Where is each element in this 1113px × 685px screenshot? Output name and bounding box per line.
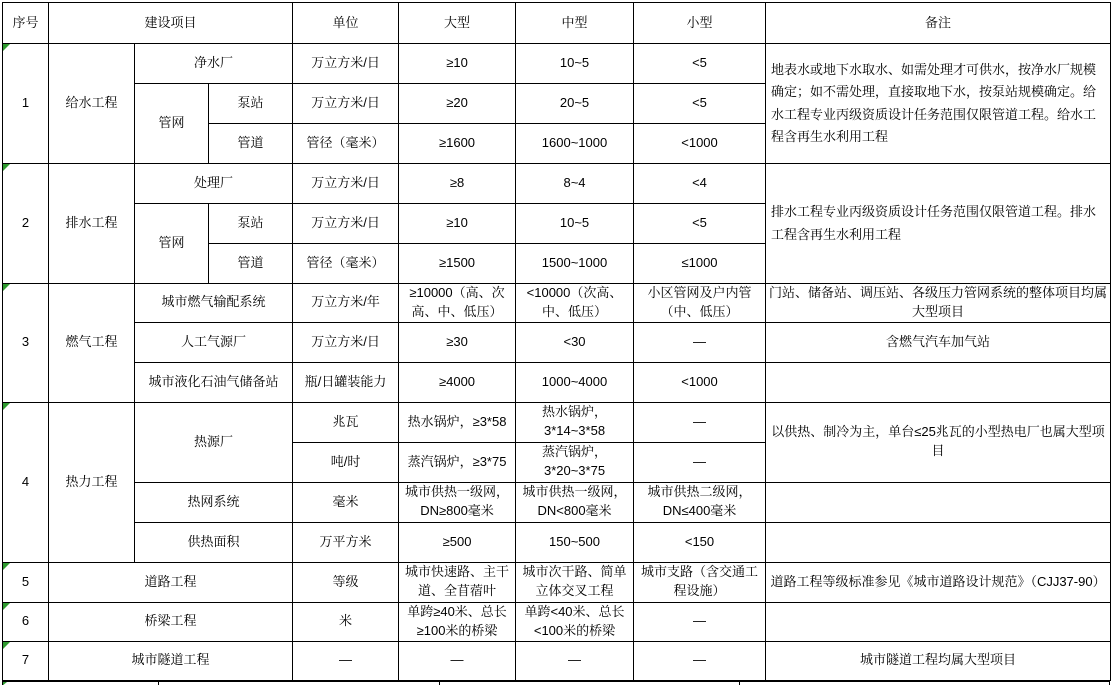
table-row [3, 44, 1111, 84]
header-project: 建设项目 [49, 3, 293, 44]
cell-no: 4 [3, 402, 49, 562]
cell-large: 单跨≥40米、总长≥100米的桥梁 [399, 602, 516, 641]
cell-small: — [634, 402, 766, 442]
header-remark: 备注 [766, 3, 1111, 44]
cell-medium: 1600~1000 [516, 124, 634, 164]
cell-small: <1000 [634, 362, 766, 402]
cell-item: 供热面积 [135, 522, 293, 562]
table-row [3, 522, 1111, 562]
cell-medium: <10000（次高、中、低压） [516, 284, 634, 323]
partial-next-row [2, 681, 1110, 685]
table-row [3, 402, 1111, 442]
cell-remark [766, 482, 1111, 522]
cell-group: 燃气工程 [49, 284, 135, 403]
cell-large: — [399, 641, 516, 680]
cell-small: 城市支路（含交通工程设施） [634, 562, 766, 602]
error-indicator-icon [3, 164, 10, 171]
cell-unit: 万立方米/日 [293, 322, 399, 362]
cell-medium: 城市次干路、简单立体交叉工程 [516, 562, 634, 602]
cell-small: 城市供热二级网，DN≤400毫米 [634, 482, 766, 522]
cell-large: 城市供热一级网，DN≥800毫米 [399, 482, 516, 522]
cell-remark: 地表水或地下水取水、如需处理才可供水，按净水厂规模确定；如不需处理，直接取地下水，按泵站规模确定。给水工程专业丙级资质设计任务范围仅限管道工程。给水工程含再生水利用工程 [766, 44, 1111, 164]
cell-large: ≥30 [399, 322, 516, 362]
cell-unit: 毫米 [293, 482, 399, 522]
header-row [3, 3, 1111, 44]
cell-large: 城市快速路、主干道、全苜蓿叶 [399, 562, 516, 602]
cell-large: ≥1500 [399, 244, 516, 284]
header-medium: 中型 [516, 3, 634, 44]
cell-small: — [634, 641, 766, 680]
cell-no: 2 [3, 164, 49, 284]
cell-medium: 10~5 [516, 44, 634, 84]
cell-unit: 万立方米/年 [293, 284, 399, 323]
cell-item: 泵站 [209, 84, 293, 124]
cell-large: ≥20 [399, 84, 516, 124]
table-row [3, 641, 1111, 680]
header-unit: 单位 [293, 3, 399, 44]
cell-remark: 以供热、制冷为主，单台≤25兆瓦的小型热电厂也属大型项目 [766, 402, 1111, 482]
cell-group: 排水工程 [49, 164, 135, 284]
cell-group: 给水工程 [49, 44, 135, 164]
cell-remark [766, 362, 1111, 402]
cell-remark: 含燃气汽车加气站 [766, 322, 1111, 362]
cell-unit: 万立方米/日 [293, 44, 399, 84]
cell-item: 人工气源厂 [135, 322, 293, 362]
cell-unit: 管径（毫米） [293, 244, 399, 284]
cell-large: ≥10000（高、次高、中、低压） [399, 284, 516, 323]
cell-group: 热力工程 [49, 402, 135, 562]
error-indicator-icon [3, 284, 10, 291]
cell-medium: 单跨<40米、总长<100米的桥梁 [516, 602, 634, 641]
cell-large: ≥8 [399, 164, 516, 204]
cell-medium: 热水锅炉，3*14~3*58 [516, 402, 634, 442]
cell-unit: 万立方米/日 [293, 84, 399, 124]
cell-medium: — [516, 641, 634, 680]
cell-medium: 1000~4000 [516, 362, 634, 402]
cell-item: 净水厂 [135, 44, 293, 84]
cell-remark: 排水工程专业丙级资质设计任务范围仅限管道工程。排水工程含再生水利用工程 [766, 164, 1111, 284]
cell-item: 城市液化石油气储备站 [135, 362, 293, 402]
cell-small: <1000 [634, 124, 766, 164]
error-indicator-icon [3, 44, 10, 51]
cell-small: <5 [634, 84, 766, 124]
cell-remark [766, 522, 1111, 562]
classification-table [2, 2, 1111, 681]
cell-unit: 瓶/日罐装能力 [293, 362, 399, 402]
cell-medium: 蒸汽锅炉，3*20~3*75 [516, 442, 634, 482]
cell-net: 管网 [135, 84, 209, 164]
cell-unit: 万立方米/日 [293, 164, 399, 204]
cell-medium: 城市供热一级网，DN<800毫米 [516, 482, 634, 522]
cell-item: 管道 [209, 244, 293, 284]
cell-small: — [634, 442, 766, 482]
cell-remark: 道路工程等级标准参见《城市道路设计规范》（CJJ37-90） [766, 562, 1111, 602]
cell-net: 管网 [135, 204, 209, 284]
header-large: 大型 [399, 3, 516, 44]
table-row [3, 322, 1111, 362]
cell-no: 3 [3, 284, 49, 403]
cell-medium: 1500~1000 [516, 244, 634, 284]
table-row [3, 602, 1111, 641]
cell-item: 热源厂 [135, 402, 293, 482]
table-row [3, 482, 1111, 522]
error-indicator-icon [3, 642, 10, 649]
cell-small: ≤1000 [634, 244, 766, 284]
cell-small: <4 [634, 164, 766, 204]
cell-unit: 管径（毫米） [293, 124, 399, 164]
cell-small: <5 [634, 44, 766, 84]
cell-large: ≥1600 [399, 124, 516, 164]
cell-unit: 万立方米/日 [293, 204, 399, 244]
cell-large: 蒸汽锅炉，≥3*75 [399, 442, 516, 482]
cell-small: 小区管网及户内管（中、低压） [634, 284, 766, 323]
cell-medium: 150~500 [516, 522, 634, 562]
cell-remark: 城市隧道工程均属大型项目 [766, 641, 1111, 680]
cell-large: ≥4000 [399, 362, 516, 402]
table-row [3, 362, 1111, 402]
cell-item: 桥梁工程 [49, 602, 293, 641]
cell-medium: 20~5 [516, 84, 634, 124]
cell-small: — [634, 602, 766, 641]
cell-unit: 兆瓦 [293, 402, 399, 442]
cell-item: 热网系统 [135, 482, 293, 522]
error-indicator-icon [3, 603, 10, 610]
cell-item: 泵站 [209, 204, 293, 244]
cell-item: 城市燃气输配系统 [135, 284, 293, 323]
table-row [3, 164, 1111, 204]
cell-item: 处理厂 [135, 164, 293, 204]
cell-unit: 万平方米 [293, 522, 399, 562]
cell-unit: 吨/时 [293, 442, 399, 482]
cell-item: 管道 [209, 124, 293, 164]
cell-remark: 门站、储备站、调压站、各级压力管网系统的整体项目均属大型项目 [766, 284, 1111, 323]
cell-unit: — [293, 641, 399, 680]
cell-large: 热水锅炉，≥3*58 [399, 402, 516, 442]
cell-small: <150 [634, 522, 766, 562]
cell-item: 城市隧道工程 [49, 641, 293, 680]
cell-medium: <30 [516, 322, 634, 362]
table-row [3, 284, 1111, 323]
cell-no: 1 [3, 44, 49, 164]
error-indicator-icon [3, 563, 10, 570]
cell-large: ≥10 [399, 44, 516, 84]
error-indicator-icon [3, 403, 10, 410]
cell-large: ≥500 [399, 522, 516, 562]
cell-no: 5 [3, 562, 49, 602]
cell-large: ≥10 [399, 204, 516, 244]
cell-item: 道路工程 [49, 562, 293, 602]
header-small: 小型 [634, 3, 766, 44]
cell-no: 7 [3, 641, 49, 680]
cell-no: 6 [3, 602, 49, 641]
cell-remark [766, 602, 1111, 641]
cell-medium: 10~5 [516, 204, 634, 244]
cell-unit: 等级 [293, 562, 399, 602]
cell-small: — [634, 322, 766, 362]
header-no: 序号 [3, 3, 49, 44]
cell-medium: 8~4 [516, 164, 634, 204]
cell-small: <5 [634, 204, 766, 244]
cell-unit: 米 [293, 602, 399, 641]
table-row [3, 562, 1111, 602]
